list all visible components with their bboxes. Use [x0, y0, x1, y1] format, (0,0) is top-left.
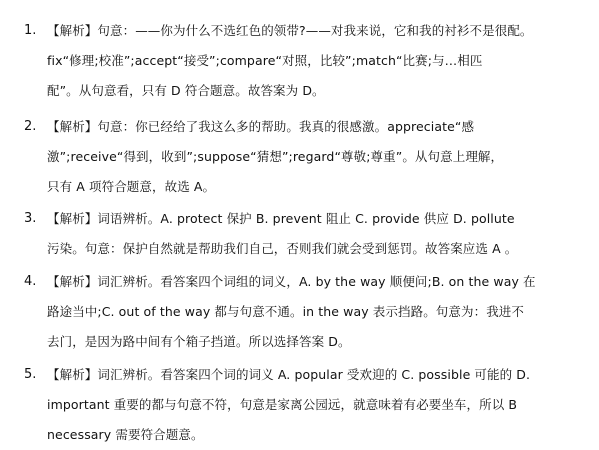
item-number: 5.	[24, 367, 37, 382]
item-number: 4.	[24, 274, 37, 289]
explanation-line: necessary 需要符合题意。	[47, 427, 204, 442]
item-number: 2.	[24, 119, 37, 134]
explanation-line: important 重要的都与句意不符，句意是家离公园远，就意味着有必要坐车，所以 B	[47, 397, 518, 412]
explanation-line: 污染。句意：保护自然就是帮助我们自己，否则我们就会受到惩罚。故答案应选 A 。	[47, 241, 518, 256]
explanation-line: fix“修理;校准”;accept“接受”;compare“对照，比较”;match“比赛;与…相匹	[47, 53, 483, 68]
item-explanation	[47, 360, 582, 450]
item-explanation	[47, 16, 582, 106]
explanation-line: 【解析】句意：你已经给了我这么多的帮助。我真的很感激。appreciate“感	[47, 119, 475, 134]
explanation-line: 只有 A 项符合题意，故选 A。	[47, 179, 216, 194]
item-explanation	[47, 267, 582, 357]
explanation-line: 【解析】句意：——你为什么不选红色的领带?——对我来说，它和我的衬衫不是很配。	[47, 23, 533, 38]
explanation-line: 路途当中;C. out of the way 都与句意不通。in the way 表示挡路。句意为：我进不	[47, 304, 525, 319]
item-explanation	[47, 204, 582, 264]
explanation-line: 【解析】词语辨析。A. protect 保护 B. prevent 阻止 C. provide 供应 D. pollute	[47, 211, 515, 226]
item-number: 3.	[24, 211, 37, 226]
item-explanation	[47, 112, 582, 202]
explanation-line: 【解析】词汇辨析。看答案四个词的词义 A. popular 受欢迎的 C. possible 可能的 D.	[47, 367, 531, 382]
explanation-line: 配”。从句意看，只有 D 符合题意。故答案为 D。	[47, 83, 325, 98]
explanation-line: 激”;receive“得到，收到”;suppose“猜想”;regard“尊敬;尊重”。从句意上理解，	[47, 149, 504, 164]
item-number: 1.	[24, 23, 37, 38]
explanation-line: 【解析】词汇辨析。看答案四个词组的词义，A. by the way 顺便问;B. on the way 在	[47, 274, 536, 289]
explanation-line: 去门，是因为路中间有个箱子挡道。所以选择答案 D。	[47, 334, 351, 349]
